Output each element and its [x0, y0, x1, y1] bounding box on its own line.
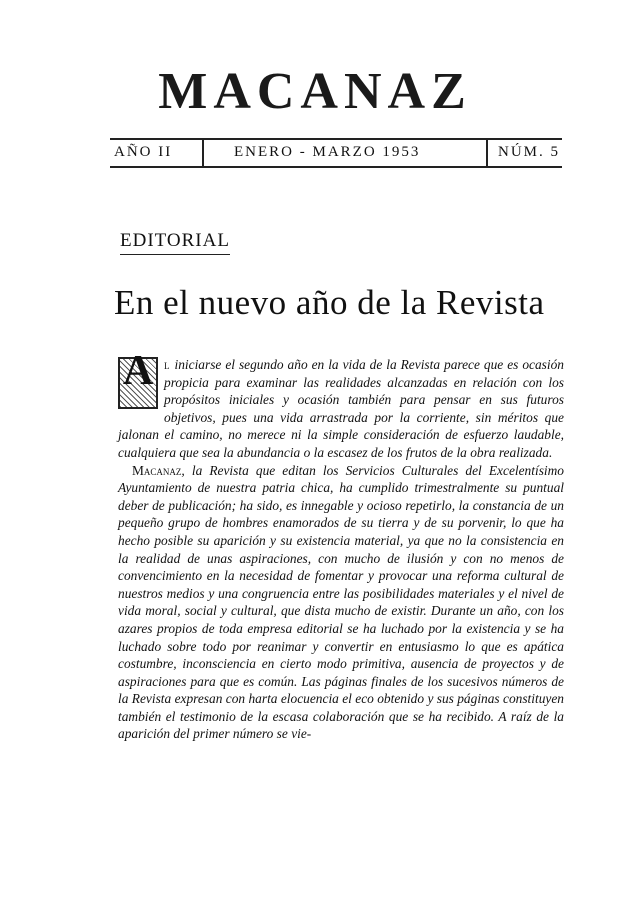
issue-period: ENERO - MARZO 1953: [234, 144, 421, 160]
section-label: EDITORIAL: [120, 230, 230, 255]
paragraph-1: [118, 348, 564, 462]
article-headline: En el nuevo año de la Revista: [114, 283, 545, 322]
paragraph-1-text: iniciarse el segundo año en la vida de la Revista parece que es ocasión propicia para examinar las realidades alcanzadas en relación con los propósitos iniciales y ocasión también para pensar en sus futuros objetivos, pues una vida arrastrada por la corriente, sin méritos que jalonan el camino, no merece ni la simple consideración de esfuerzo laudable, cualquiera que sea la abundancia o la escasez de los frutos de la obra realizada.: [118, 357, 564, 460]
dropcap-letter: A: [122, 348, 154, 394]
dropcap-ornament: [118, 348, 158, 409]
issue-year: AÑO II: [114, 144, 173, 160]
article-body: [118, 348, 564, 743]
paragraph-2-text: , la Revista que editan los Servicios Culturales del Excelentísimo Ayuntamiento de nuestra patria chica, ha cumplido trimestralmente su puntual deber de publicación; ha sido, es innegable y ocioso repetirlo, la constancia de un pequeño grupo de hombres enamorados de su tierra y de su porvenir, lo que ha hecho posible su aparición y su existencia material, ya que no la consistencia en la realidad de unas aspiraciones, con mucho de ilusión y con no menos de convencimiento en la necesidad de fomentar y provocar una reforma cultural de nuestros medios y una congruencia entre las posibilidades materiales y el nivel de vida moral, social y cultural, que dista mucho de existir. Durante un año, con los azares propios de toda empresa editorial se ha luchado por la existencia y se ha luchado sobre todo por reanimar y convertir en entusiasmo lo que es apática costumbre, inconsciencia en cierto modo primitiva, ausencia de proyectos y de aspiraciones para que es común. Las páginas finales de los sucesivos números de la Revista expresan con harta elocuencia el eco obtenido y sus páginas constituyen también el testimonio de la escasa colaboración que se ha recibido. A raíz de la aparición del primer número se vie-: [118, 462, 564, 742]
journal-name: Macanaz: [132, 462, 182, 478]
issue-number: NÚM. 5: [498, 144, 561, 160]
issue-bar: [110, 138, 562, 168]
paragraph-2: [118, 462, 564, 744]
masthead-title: MACANAZ: [158, 63, 472, 120]
lead-letter: l: [164, 357, 171, 372]
issue-divider: [202, 138, 204, 168]
issue-divider: [486, 138, 488, 168]
